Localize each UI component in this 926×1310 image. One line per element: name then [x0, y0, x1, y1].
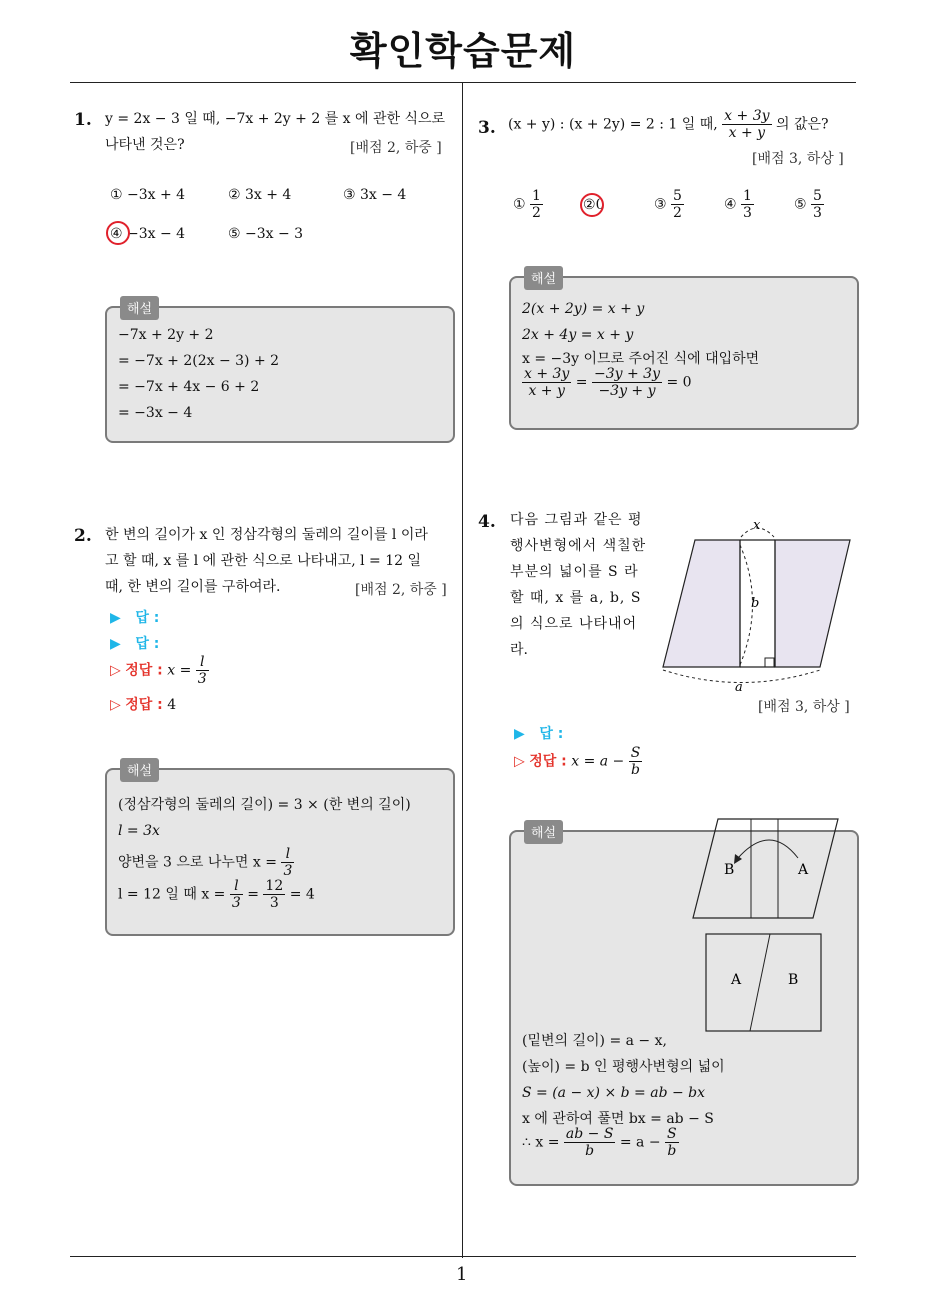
correct-label: 정답 :	[125, 697, 163, 713]
correct-fraction: $\frac{l}{3}$	[197, 654, 207, 687]
q1-solution-tag: 해설	[120, 296, 159, 320]
q4-solution-tag: 해설	[524, 820, 563, 844]
q4-text-line1: 다음 그림과 같은 평	[510, 512, 643, 528]
option-value: 0	[595, 197, 605, 213]
q3-answer-circle-mark	[580, 193, 604, 217]
correct-value: 4	[167, 697, 177, 713]
page-number: 1	[456, 1264, 468, 1285]
q4-text-line3: 부분의 넓이를 S 라	[510, 564, 639, 580]
q2-number: 2.	[74, 526, 92, 546]
option-mark: ④	[724, 196, 737, 213]
label-A-bottom: A	[731, 972, 742, 988]
q1-option-2[interactable]: ② 3x + 4	[228, 187, 292, 203]
q4-solution-line2: (높이) = b 인 평행사변형의 넓이	[522, 1059, 725, 1075]
equals-sign: =	[575, 374, 588, 391]
correct-label: 정답 :	[529, 753, 567, 770]
correct-fraction: $\frac{S}{b}$	[630, 745, 641, 778]
q3-option-5[interactable]	[794, 188, 824, 221]
top-rule	[70, 82, 856, 83]
rearranged-rectangle	[706, 934, 821, 1031]
option-fraction: $\frac{5}{3}$	[813, 188, 822, 221]
q3-score: [배점 3, 하상 ]	[752, 151, 844, 167]
q3-option-3[interactable]	[654, 188, 684, 221]
correct-lhs: x = a −	[571, 753, 625, 770]
q3-solution-tag: 해설	[524, 266, 563, 290]
label-A-top: A	[798, 862, 809, 878]
q3-number: 3.	[478, 118, 496, 138]
q1-solution-line1: −7x + 2y + 2	[118, 327, 214, 343]
q4-text-line6: 라.	[510, 642, 528, 658]
equals-sign: =	[247, 886, 259, 903]
hollow-arrow-icon: ▷	[110, 662, 121, 679]
q4-parallelogram-figure	[655, 515, 860, 695]
q1-option-3[interactable]: ③ 3x − 4	[343, 187, 407, 203]
option-mark: ⑤	[794, 196, 807, 213]
q2-text-line2: 고 할 때, x 를 l 에 관한 식으로 나타내고, l = 12 일	[105, 553, 422, 569]
option-mark: ③	[654, 196, 667, 213]
q2-correct-row-2	[110, 694, 176, 714]
play-arrow-icon: ▶	[514, 726, 525, 742]
q4-text-line5: 의 식으로 나타내어	[510, 616, 638, 632]
q3-text-line1	[508, 108, 829, 141]
q2-text-line3: 때, 한 변의 길이를 구하여라.	[105, 579, 281, 595]
solution-fraction: $\frac{x + 3y}{x + y}$	[524, 366, 570, 399]
solution-text: = a −	[619, 1134, 661, 1151]
option-fraction: $\frac{1}{2}$	[532, 188, 541, 221]
q3-solution-line4	[522, 366, 692, 399]
label-B-top: B	[724, 862, 735, 878]
q3-option-4[interactable]	[724, 188, 754, 221]
move-arrow	[738, 840, 798, 858]
play-arrow-icon: ▶	[110, 636, 121, 652]
correct-label: 정답 :	[125, 662, 163, 679]
solution-fraction: $\frac{ab - S}{b}$	[565, 1126, 614, 1159]
q4-solution-line3: S = (a − x) × b = ab − bx	[522, 1085, 706, 1101]
q2-solution-line1: (정삼각형의 둘레의 길이) = 3 × (한 변의 길이)	[118, 797, 411, 813]
label-b: b	[751, 596, 760, 611]
solution-text: ∴ x =	[522, 1134, 560, 1151]
label-a: a	[735, 680, 743, 695]
right-angle-mark	[765, 658, 774, 667]
q4-correct-row	[514, 745, 642, 778]
q2-answer-row-2[interactable]	[110, 633, 159, 653]
q2-solution-tag: 해설	[120, 758, 159, 782]
q4-solution-line1: (밑변의 길이) = a − x,	[522, 1033, 667, 1049]
label-x: x	[753, 518, 761, 533]
solution-result: = 0	[666, 374, 692, 391]
q1-text-line1: y = 2x − 3 일 때, −7x + 2y + 2 를 x 에 관한 식으로	[105, 111, 446, 127]
solution-fraction: $\frac{S}{b}$	[667, 1126, 677, 1159]
rearranged-parallelogram	[693, 819, 838, 918]
q1-option-4[interactable]: ④ −3x − 4	[110, 226, 186, 242]
q4-text-line4: 할 때, x 를 a, b, S	[510, 590, 642, 606]
q4-text-line2: 행사변형에서 색칠한	[510, 538, 647, 554]
solution-result: = 4	[289, 886, 315, 903]
q4-answer-row[interactable]	[514, 723, 563, 743]
q4-solution-figure	[688, 816, 848, 1036]
answer-label: 답 :	[135, 636, 160, 652]
page-title: 확인학습문제	[349, 29, 577, 73]
q1-solution-line2: = −7x + 2(2x − 3) + 2	[118, 353, 280, 369]
correct-lhs: x =	[167, 662, 192, 679]
solution-text: 양변을 3 으로 나누면 x =	[118, 854, 277, 871]
column-divider	[462, 83, 463, 1258]
q4-solution-line5	[522, 1126, 679, 1159]
q1-answer-circle-mark	[106, 221, 130, 245]
q1-number: 1.	[74, 110, 92, 130]
hollow-arrow-icon: ▷	[514, 753, 525, 770]
q2-text-line1: 한 변의 길이가 x 인 정삼각형의 둘레의 길이를 l 이라	[105, 527, 428, 543]
option-fraction: $\frac{1}{3}$	[743, 188, 752, 221]
q1-solution-line4: = −3x − 4	[118, 405, 193, 421]
q3-option-1[interactable]	[513, 188, 543, 221]
q4-number: 4.	[478, 512, 496, 532]
q2-answer-row-1[interactable]	[110, 607, 159, 627]
q1-option-1[interactable]: ① −3x + 4	[110, 187, 186, 203]
q4-score: [배점 3, 하상 ]	[758, 699, 850, 715]
bottom-rule	[70, 1256, 856, 1257]
q2-solution-line4	[118, 878, 315, 911]
question-fraction: $\frac{x + 3y}{x + y}$	[724, 108, 770, 141]
option-mark: ①	[513, 196, 526, 213]
parallelogram-shape	[663, 540, 740, 667]
q2-correct-row-1	[110, 654, 209, 687]
q3-solution-line2: 2x + 4y = x + y	[522, 327, 634, 343]
q1-solution-line3: = −7x + 4x − 6 + 2	[118, 379, 260, 395]
q1-text-line2: 나타낸 것은?	[105, 137, 185, 153]
solution-text: l = 12 일 때 x =	[118, 886, 226, 903]
q2-score: [배점 2, 하중 ]	[355, 582, 447, 598]
q3-solution-line3: x = −3y 이므로 주어진 식에 대입하면	[522, 351, 760, 367]
solution-fraction: $\frac{-3y + 3y}{-3y + y}$	[593, 366, 660, 399]
label-B-bottom: B	[788, 972, 799, 988]
hollow-arrow-icon: ▷	[110, 697, 121, 713]
solution-fraction: $\frac{l}{3}$	[231, 878, 241, 911]
q2-solution-line2: l = 3x	[118, 823, 160, 839]
q1-score: [배점 2, 하중 ]	[350, 140, 442, 156]
option-mark: ②	[583, 197, 596, 213]
q4-solution-line4: x 에 관하여 풀면 bx = ab − S	[522, 1111, 714, 1127]
answer-label: 답 :	[135, 610, 160, 626]
question-text: 의 값은?	[775, 116, 829, 133]
q1-option-5[interactable]: ⑤ −3x − 3	[228, 226, 304, 242]
solution-fraction: $\frac{12}{3}$	[265, 878, 284, 911]
q3-solution-line1: 2(x + 2y) = x + y	[522, 301, 645, 317]
play-arrow-icon: ▶	[110, 610, 121, 626]
parallelogram-shape	[775, 540, 850, 667]
answer-label: 답 :	[539, 726, 564, 742]
option-fraction: $\frac{5}{2}$	[673, 188, 682, 221]
solution-fraction: $\frac{l}{3}$	[283, 846, 293, 879]
question-text: (x + y) : (x + 2y) = 2 : 1 일 때,	[508, 116, 718, 133]
q2-solution-line3	[118, 846, 294, 879]
